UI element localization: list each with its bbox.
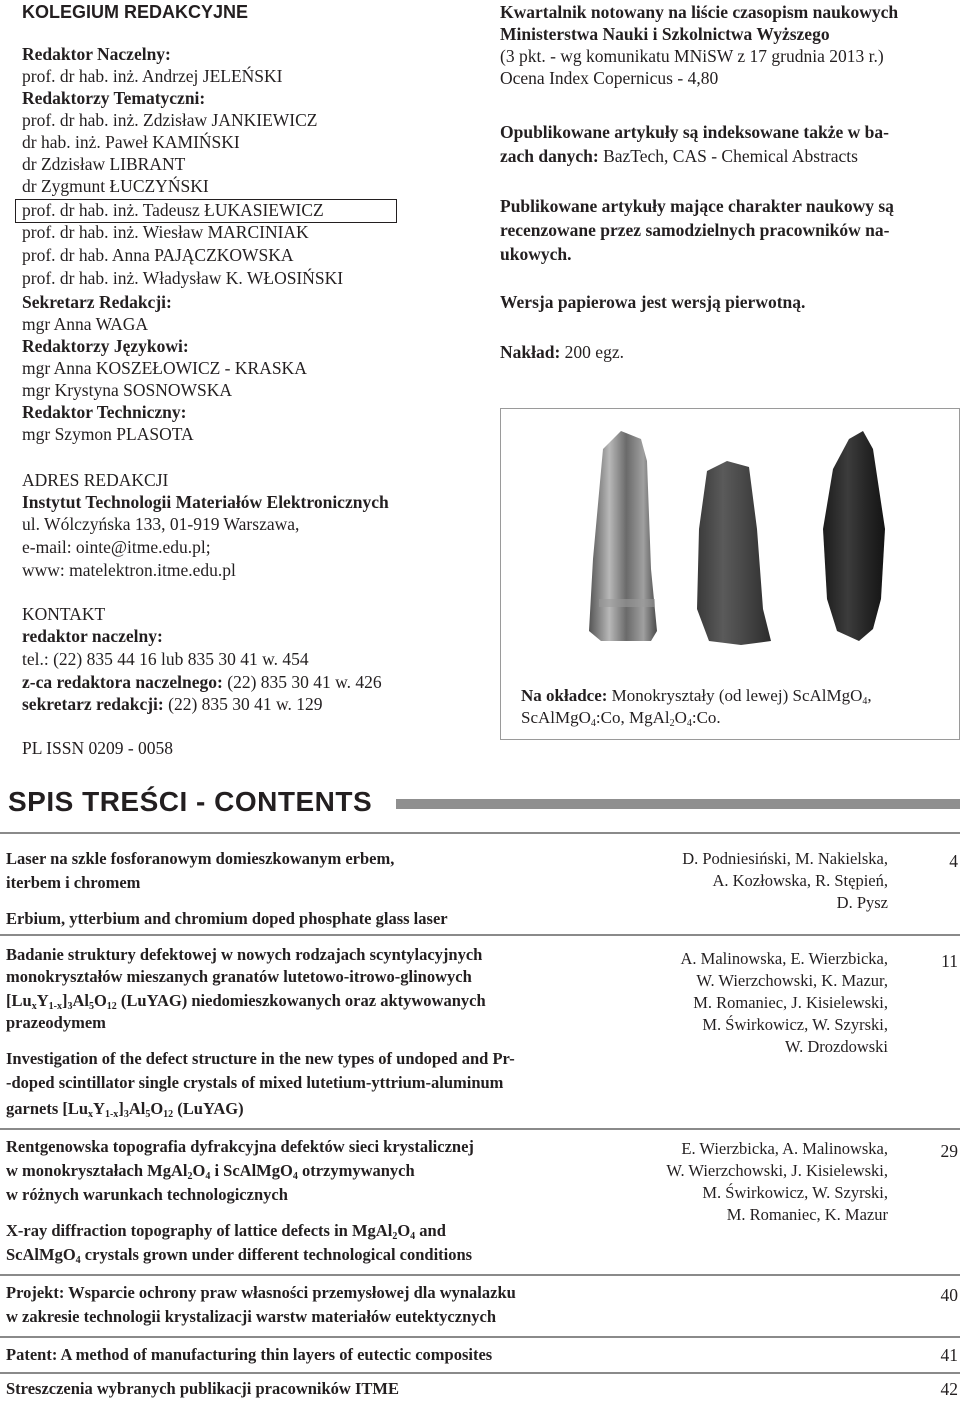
entry-2-en-1[interactable]: Investigation of the defect structure in the new types of undoped and Pr- (6, 1049, 515, 1068)
entry-1-en-1[interactable]: Erbium, ytterbium and chromium doped phosphate glass laser (6, 909, 448, 928)
contents-title: SPIS TREŚCI - CONTENTS (8, 786, 373, 817)
entry-4-pl-1[interactable]: Projekt: Wsparcie ochrony praw własności przemysłowej dla wynalazku (6, 1283, 516, 1302)
contents-rule (396, 799, 960, 809)
crystal-scalmgo4-co (697, 461, 771, 645)
entry-1-author: D. Pysz (836, 893, 888, 912)
quarterly-line-1: Kwartalnik notowany na liście czasopism naukowych (500, 2, 899, 22)
circulation-value: 200 egz. (560, 342, 624, 362)
entry-1-author: A. Kozłowska, R. Stępień, (712, 871, 888, 890)
entry-4-page: 40 (940, 1285, 958, 1305)
editorial-heading: KOLEGIUM REDAKCYJNE (22, 2, 249, 22)
contact-chief-label: redaktor naczelny: (22, 626, 163, 646)
language-label: Redaktorzy Językowi: (22, 336, 189, 356)
thematic-editor: prof. dr hab. inż. Władysław K. WŁOSIŃSKI (22, 268, 344, 288)
address-institute: Instytut Technologii Materiałów Elektronicznych (22, 492, 389, 512)
entry-3-en-1[interactable]: X-ray diffraction topography of lattice defects in $MgAl_2O_4$ and (6, 1221, 446, 1242)
entry-3-page: 29 (940, 1141, 958, 1161)
thematic-editor: dr Zdzisław LIBRANT (22, 154, 186, 174)
reviewed-line-3: ukowych. (500, 244, 572, 264)
quarterly-line-2: Ministerstwa Nauki i Szkolnictwa Wyższego (500, 24, 830, 44)
chief-label: Redaktor Naczelny: (22, 44, 171, 64)
entry-1-pl-1[interactable]: Laser na szkle fosforanowym domieszkowanym erbem, (6, 849, 395, 868)
indexed-line-1: Opublikowane artykuły są indeksowane także w ba- (500, 122, 889, 142)
entry-2-pl-3[interactable]: $[Lu_xY_{1-x}]_3Al_5O_{12}$ (LuYAG) niedomieszkowanych oraz aktywowanych (6, 991, 486, 1012)
thematic-editor: dr hab. inż. Paweł KAMIŃSKI (22, 132, 240, 152)
thematic-editor: prof. dr hab. Anna PAJĄCZKOWSKA (22, 245, 294, 265)
entry-3-author: M. Romaniec, K. Mazur (726, 1205, 888, 1224)
crystal-mgal2o4-co (823, 431, 885, 641)
entry-2-author: M. Romaniec, J. Kisielewski, (693, 993, 888, 1012)
address-www[interactable]: www: matelektron.itme.edu.pl (22, 560, 236, 580)
primary-version: Wersja papierowa jest wersją pierwotną. (500, 292, 806, 312)
language-editor: mgr Krystyna SOSNOWSKA (22, 380, 232, 400)
divider (0, 1128, 960, 1130)
contact-deputy-label: z-ca redaktora naczelnego: (22, 672, 223, 692)
entry-3-pl-3[interactable]: w różnych warunkach technologicznych (6, 1185, 288, 1204)
crystal-scalmgo4 (589, 431, 657, 641)
address-street: ul. Wólczyńska 133, 01-919 Warszawa, (22, 514, 300, 534)
technical-label: Redaktor Techniczny: (22, 402, 187, 422)
highlight-box (15, 199, 397, 223)
contact-deputy-tel: (22) 835 30 41 w. 426 (222, 672, 382, 692)
entry-5-pl-1[interactable]: Patent: A method of manufacturing thin layers of eutectic composites (6, 1345, 493, 1364)
divider (0, 1336, 960, 1338)
contact-secretary (22, 694, 323, 715)
chief-name: prof. dr hab. inż. Andrzej JELEŃSKI (22, 66, 283, 86)
cover-photo-frame (500, 408, 960, 740)
entry-2-pl-4[interactable]: prazeodymem (6, 1013, 106, 1032)
copernicus-score: Ocena Index Copernicus - 4,80 (500, 68, 719, 88)
divider (0, 1274, 960, 1276)
address-heading: ADRES REDAKCJI (22, 470, 169, 490)
reviewed-line-1: Publikowane artykuły mające charakter naukowy są (500, 196, 894, 216)
thematic-editor: prof. dr hab. inż. Wiesław MARCINIAK (22, 222, 309, 242)
cover-caption-line-2: ScAlMgO$_4$:Co, $MgAl_2O_4:Co$. (521, 708, 721, 729)
entry-2-author: M. Świrkowicz, W. Szyrski, (702, 1015, 888, 1034)
entry-5-page: 41 (940, 1345, 958, 1365)
entry-4-pl-2[interactable]: w zakresie technologii krystalizacji warstw materiałów eutektycznych (6, 1307, 497, 1326)
entry-1-page: 4 (949, 851, 958, 871)
contact-secretary-tel: (22) 835 30 41 w. 129 (163, 694, 323, 714)
entry-3-author: M. Świrkowicz, W. Szyrski, (702, 1183, 888, 1202)
entry-3-author: W. Wierzchowski, J. Kisielewski, (666, 1161, 888, 1180)
secretary-label: Sekretarz Redakcji: (22, 292, 172, 312)
indexed-databases: BazTech, CAS - Chemical Abstracts (598, 146, 858, 166)
entry-1-author: D. Podniesiński, M. Nakielska, (682, 849, 888, 868)
entry-2-author: W. Drozdowski (785, 1037, 888, 1056)
entry-2-pl-1[interactable]: Badanie struktury defektowej w nowych rodzajach scyntylacyjnych (6, 945, 483, 964)
contact-deputy (22, 672, 382, 693)
thematic-editor-highlighted: prof. dr hab. inż. Tadeusz ŁUKASIEWICZ (22, 200, 324, 220)
secretary-name: mgr Anna WAGA (22, 314, 149, 334)
entry-2-author: W. Wierzchowski, K. Mazur, (696, 971, 888, 990)
entry-6-pl-1[interactable]: Streszczenia wybranych publikacji pracowników ITME (6, 1379, 399, 1398)
entry-2-pl-2[interactable]: monokryształów mieszanych granatów lutetowo-itrowo-glinowych (6, 967, 472, 986)
divider (0, 832, 960, 834)
entry-2-author: A. Malinowska, E. Wierzbicka, (680, 949, 888, 968)
points-note: (3 pkt. - wg komunikatu MNiSW z 17 grudnia 2013 r.) (500, 46, 884, 66)
thematic-editor: dr Zygmunt ŁUCZYŃSKI (22, 176, 209, 196)
contact-chief-tel: tel.: (22) 835 44 16 lub 835 30 41 w. 454 (22, 649, 309, 669)
thematic-label: Redaktorzy Tematyczni: (22, 88, 206, 108)
indexed-line-2 (500, 146, 858, 167)
address-email[interactable]: e-mail: ointe@itme.edu.pl; (22, 537, 211, 557)
divider (0, 934, 960, 936)
reviewed-line-2: recenzowane przez samodzielnych pracowników na- (500, 220, 890, 240)
entry-3-pl-1[interactable]: Rentgenowska topografia dyfrakcyjna defektów sieci krystalicznej (6, 1137, 474, 1156)
entry-3-author: E. Wierzbicka, A. Malinowska, (681, 1139, 888, 1158)
entry-6-page: 42 (940, 1379, 958, 1399)
language-editor: mgr Anna KOSZEŁOWICZ - KRASKA (22, 358, 307, 378)
cover-caption-line-1: Na okładce: Monokryształy (od lewej) ScAlMgO$_4$, (521, 686, 872, 707)
contact-heading: KONTAKT (22, 604, 106, 624)
divider (0, 1372, 960, 1374)
indexed-label: zach danych: (500, 146, 599, 166)
entry-3-pl-2[interactable]: w monokryształach $MgAl_2O_4$ i ScAlMgO$_4$ otrzymywanych (6, 1161, 415, 1182)
thematic-editor: prof. dr hab. inż. Zdzisław JANKIEWICZ (22, 110, 318, 130)
technical-name: mgr Szymon PLASOTA (22, 424, 194, 444)
circulation (500, 342, 624, 363)
entry-2-page: 11 (941, 951, 958, 971)
entry-3-en-2[interactable]: ScAlMgO$_4$ crystals grown under different technological conditions (6, 1245, 473, 1266)
entry-2-en-2[interactable]: -doped scintillator single crystals of mixed lutetium-yttrium-aluminum (6, 1073, 504, 1092)
entry-2-en-3[interactable]: garnets $[Lu_xY_{1-x}]_3Al_5O_{12}$ (LuYAG) (6, 1099, 244, 1120)
entry-1-pl-2[interactable]: iterbem i chromem (6, 873, 141, 892)
circulation-label: Nakład: (500, 342, 561, 362)
issn: PL ISSN 0209 - 0058 (22, 738, 174, 758)
contact-secretary-label: sekretarz redakcji: (22, 694, 164, 714)
